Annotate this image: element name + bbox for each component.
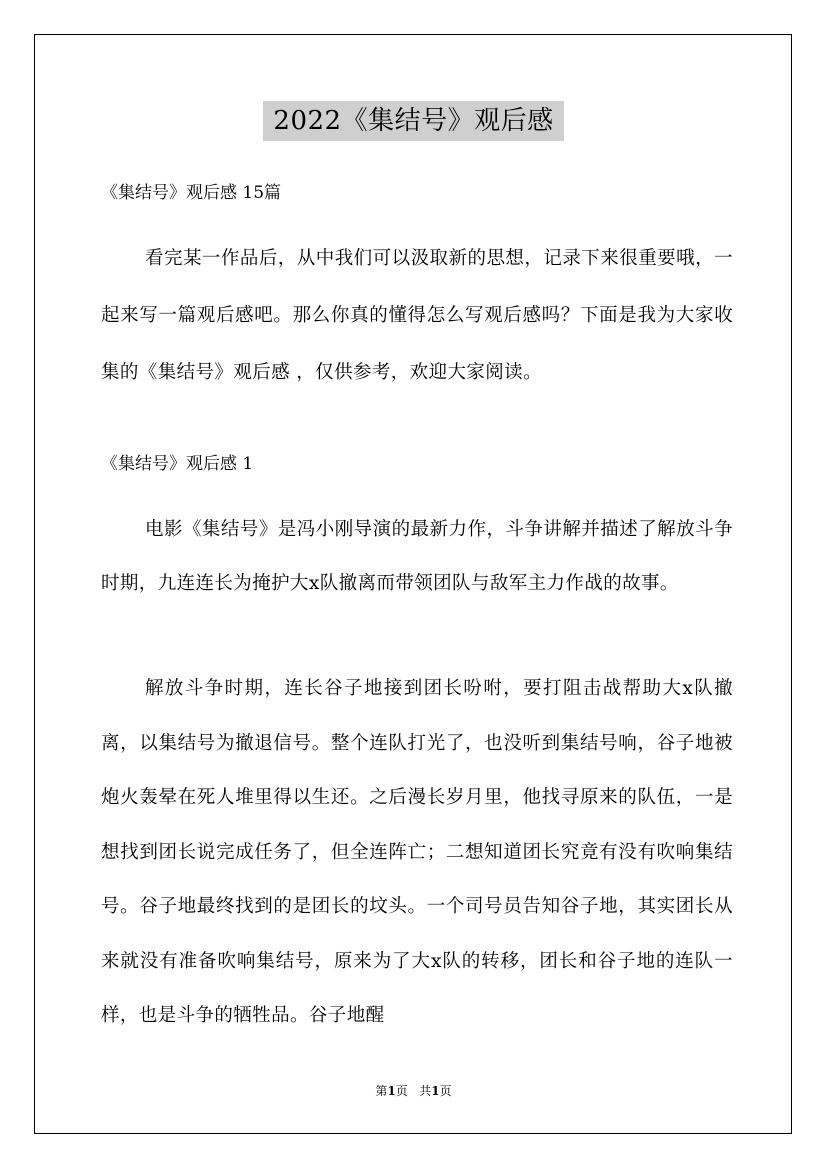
body-paragraph: 电影《集结号》是冯小刚导演的最新力作，斗争讲解并描述了解放斗争时期，九连连长为掩护大x队撤离而带领团队与敌军主力作战的故事。	[101, 519, 733, 594]
page-prefix: 第	[375, 1084, 388, 1098]
document-subtitle: 《集结号》观后感 15篇	[101, 183, 282, 203]
total-suffix: 页	[439, 1084, 452, 1098]
intro-paragraph: 看完某一作品后，从中我们可以汲取新的思想，记录下来很重要哦，一起来写一篇观后感吧。那么你真的懂得怎么写观后感吗？下面是我为大家收集的《集结号》观后感 ，仅供参考，欢迎大家阅读。	[101, 248, 733, 383]
page-number: 1	[387, 1084, 396, 1098]
document-title: 2022《集结号》观后感	[263, 101, 563, 141]
body-paragraph: 解放斗争时期，连长谷子地接到团长吩咐，要打阻击战帮助大x队撤离，以集结号为撤退信号。整个连队打光了，也没听到集结号响，谷子地被炮火轰晕在死人堆里得以生还。之后漫长岁月里，他找寻原来的队伍，一是想找到团长说完成任务了，但全连阵亡；二想知道团长究竟有没有吹响集结号。谷子地最终找到的是团长的坟头。一个司号员告知谷子地，其实团长从来就没有准备吹响集结号，原来为了大x队的转移，团长和谷子地的连队一样，也是斗争的牺牲品。谷子地醒	[101, 678, 733, 1026]
total-pages: 1	[431, 1084, 440, 1098]
total-prefix: 共	[419, 1084, 432, 1098]
page-footer	[0, 1082, 827, 1100]
page-suffix: 页	[395, 1084, 408, 1098]
section-heading: 《集结号》观后感 1	[101, 454, 254, 474]
document-title-wrapper	[0, 101, 827, 141]
